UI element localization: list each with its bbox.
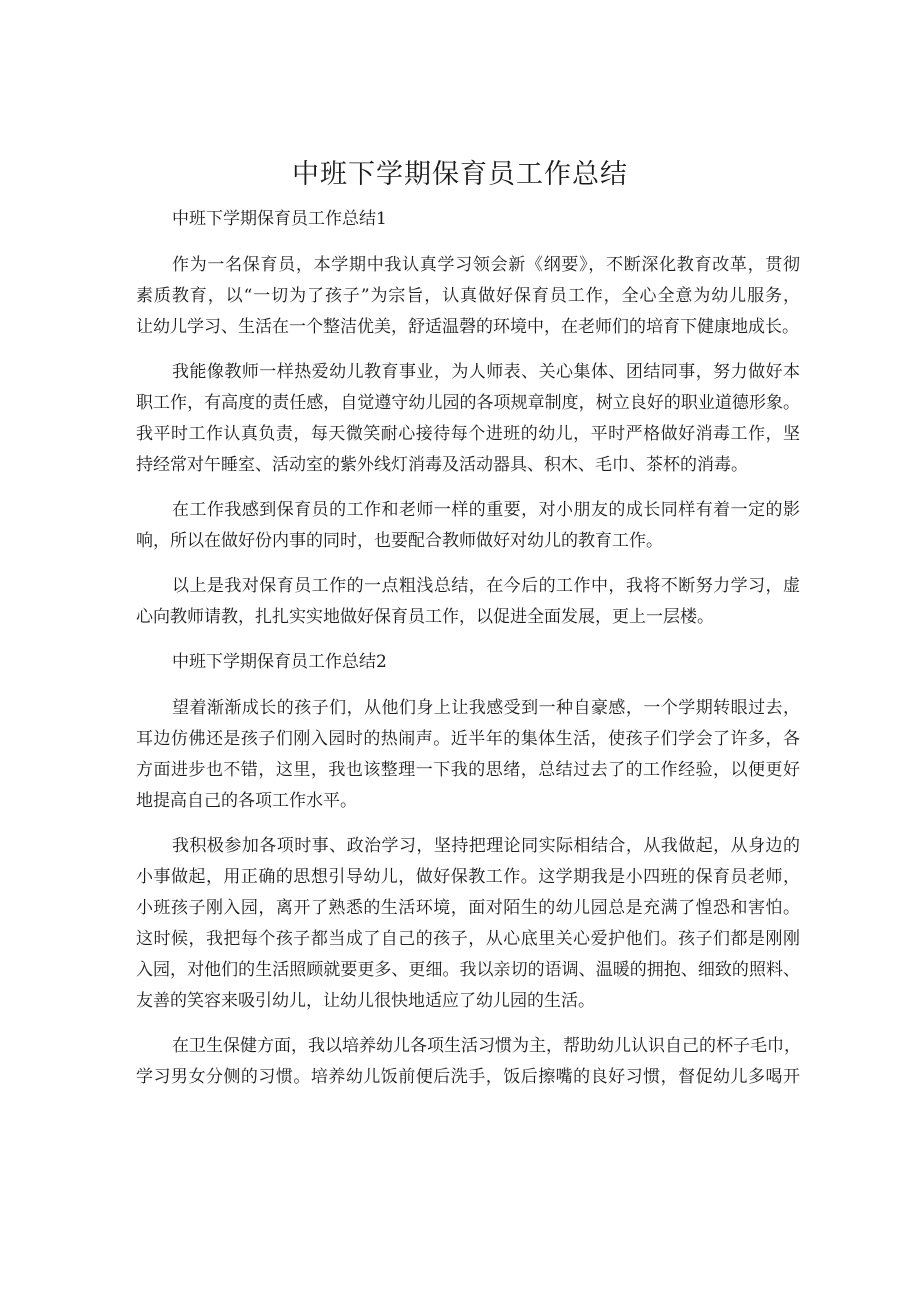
paragraph bbox=[136, 1031, 800, 1093]
paragraph-line: 我平时工作认真负责，每天微笑耐心接待每个进班的幼儿，平时严格做好消毒工作，坚 bbox=[136, 424, 800, 444]
document-title: 中班下学期保育员工作总结 bbox=[292, 159, 628, 190]
paragraph bbox=[136, 831, 800, 1017]
paragraph-line: 望着渐渐成长的孩子们，从他们身上让我感受到一种自豪感，一个学期转眼过去， bbox=[172, 698, 800, 718]
paragraph-line: 这时候，我把每个孩子都当成了自己的孩子，从心底里关心爱护他们。孩子们都是刚刚 bbox=[136, 929, 800, 949]
paragraph-line: 入园，对他们的生活照顾就要更多、更细。我以亲切的语调、温暖的拥抱、细致的照料、 bbox=[136, 960, 800, 980]
paragraph-line: 在卫生保健方面，我以培养幼儿各项生活习惯为主，帮助幼儿认识自己的杯子毛巾， bbox=[172, 1036, 801, 1056]
paragraph-line: 让幼儿学习、生活在一个整洁优美，舒适温磬的环境中，在老师们的培育下健康地成长。 bbox=[136, 317, 799, 337]
section-heading: 中班下学期保育员工作总结1 bbox=[172, 209, 387, 229]
paragraph-line: 以上是我对保育员工作的一点粗浅总结，在今后的工作中，我将不断努力学习，虚 bbox=[172, 576, 800, 596]
paragraph-line: 小班孩子刚入园，离开了熟悉的生活环境，面对陌生的幼儿园总是充满了惶恐和害怕。 bbox=[136, 898, 800, 918]
paragraph-line: 我能像教师一样热爱幼儿教育事业，为人师表、关心集体、团结同事，努力做好本 bbox=[172, 362, 800, 382]
paragraph-line: 心向教师请教，扎扎实实地做好保育员工作，以促进全面发展，更上一层楼。 bbox=[136, 607, 714, 627]
paragraph-line: 持经常对午睡室、活动室的紫外线灯消毒及活动器具、积木、毛巾、茶杯的消毒。 bbox=[136, 455, 748, 475]
paragraph bbox=[136, 693, 800, 817]
paragraph-line: 我积极参加各项时事、政治学习，坚持把理论同实际相结合，从我做起，从身边的 bbox=[172, 836, 800, 856]
paragraph bbox=[136, 250, 800, 343]
paragraph-line: 耳边仿佛还是孩子们刚入园时的热闹声。近半年的集体生活，使孩子们学会了许多，各 bbox=[136, 729, 800, 749]
paragraph-line: 方面进步也不错，这里，我也该整理一下我的思绪，总结过去了的工作经验，以便更好 bbox=[136, 760, 800, 780]
section-heading: 中班下学期保育员工作总结2 bbox=[172, 652, 387, 672]
document-body bbox=[136, 204, 800, 1107]
paragraph-line: 职工作，有高度的责任感，自觉遵守幼儿园的各项规章制度，树立良好的职业道德形象。 bbox=[136, 393, 800, 413]
paragraph-line: 小事做起，用正确的思想引导幼儿，做好保教工作。这学期我是小四班的保育员老师， bbox=[136, 867, 800, 887]
paragraph-line: 作为一名保育员，本学期中我认真学习领会新《纲要》，不断深化教育改革，贯彻 bbox=[172, 255, 800, 275]
paragraph-line: 学习男女分侧的习惯。培养幼儿饭前便后洗手，饭后擦嘴的良好习惯，督促幼儿多喝开 bbox=[136, 1067, 800, 1087]
paragraph bbox=[136, 357, 800, 481]
paragraph-line: 响，所以在做好份内事的同时，也要配合教师做好对幼儿的教育工作。 bbox=[136, 531, 663, 551]
paragraph-line: 素质教育，以“一切为了孩子”为宗旨，认真做好保育员工作，全心全意为幼儿服务， bbox=[136, 286, 800, 306]
paragraph-line: 在工作我感到保育员的工作和老师一样的重要，对小朋友的成长同样有着一定的影 bbox=[172, 500, 800, 520]
paragraph bbox=[136, 571, 800, 633]
paragraph-line: 友善的笑容来吸引幼儿，让幼儿很快地适应了幼儿园的生活。 bbox=[136, 991, 595, 1011]
paragraph-line: 地提高自己的各项工作水平。 bbox=[136, 791, 357, 811]
paragraph bbox=[136, 495, 800, 557]
